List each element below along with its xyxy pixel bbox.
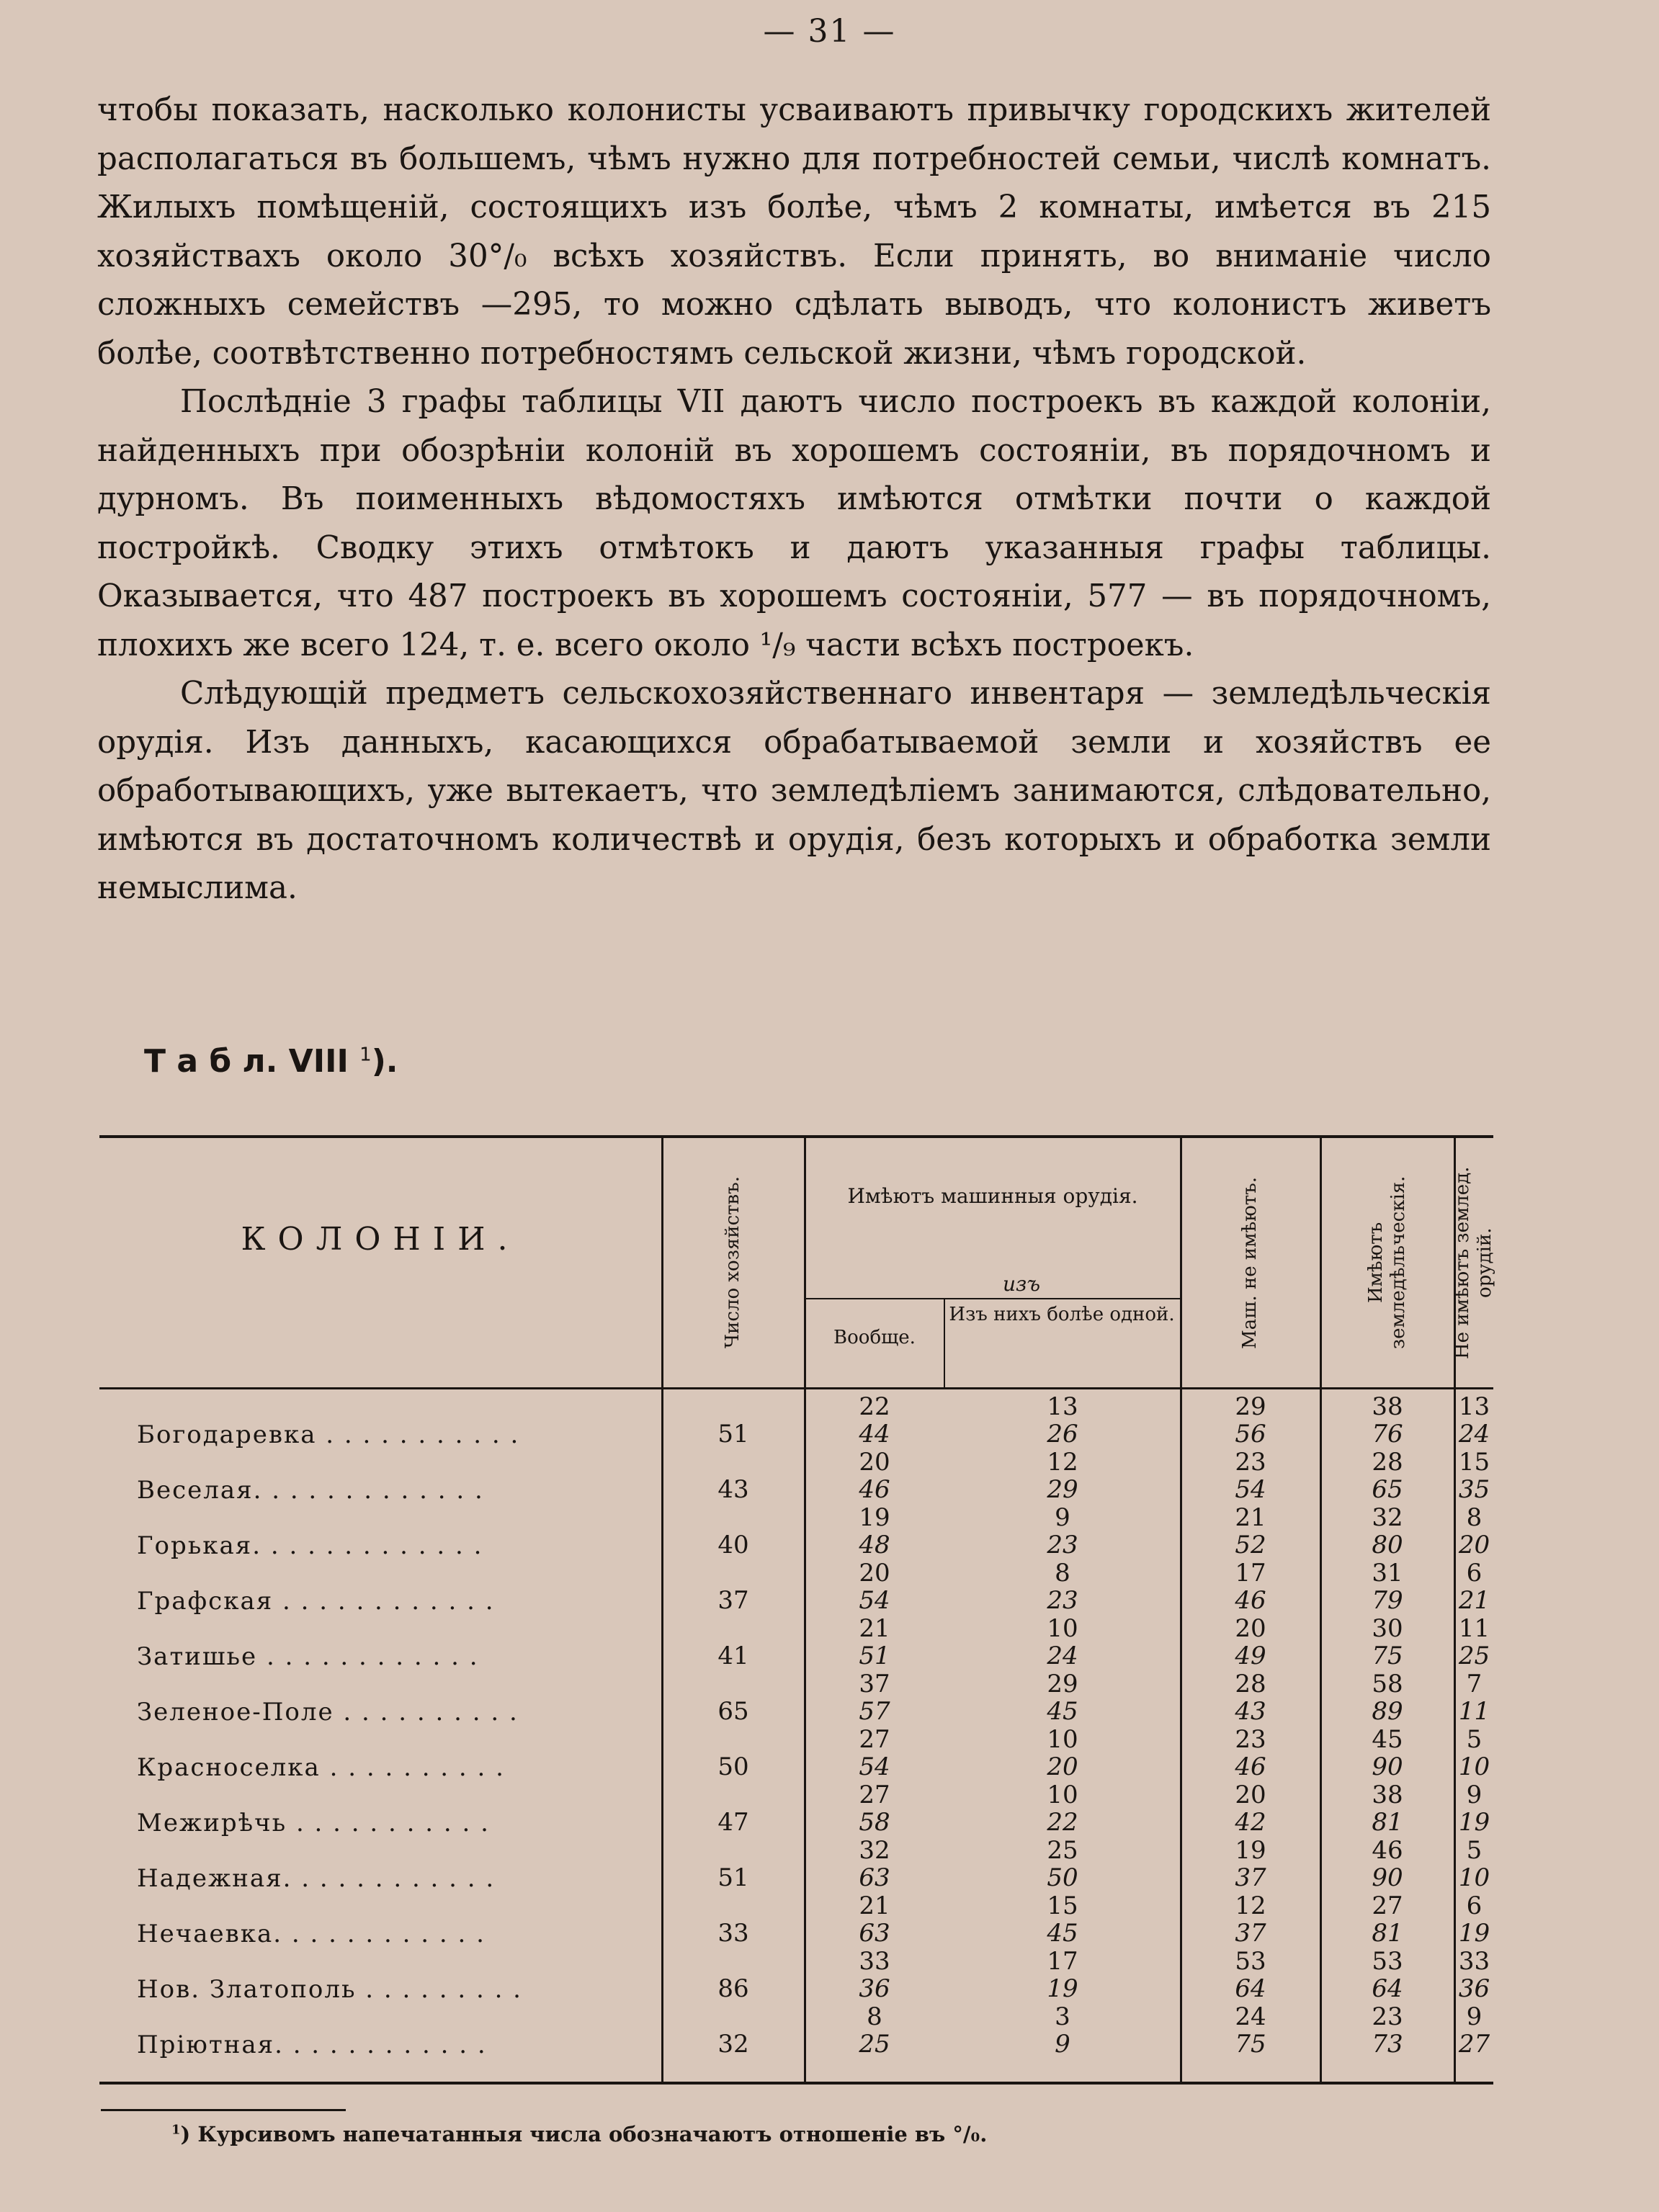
count-value: 23 [1235,1448,1266,1477]
cell-no-tools [1455,1670,1493,1725]
count-value: 5 [1466,1725,1483,1754]
header-rule [99,1387,1493,1389]
cell-tools [1321,2003,1454,2058]
count-value: 28 [1372,1448,1403,1477]
header-colonies: КОЛОНІИ. [241,1221,520,1258]
count-value: 8 [1466,1503,1483,1532]
count-value: 24 [1235,2002,1266,2031]
count-value: 12 [1047,1448,1078,1477]
percent-value: 10 [1458,1752,1490,1781]
table-row [99,1892,1493,1948]
cell-no-mach [1181,1393,1320,1448]
count-value: 21 [859,1614,890,1643]
count-value: 13 [1458,1392,1490,1421]
cell-m-multi [945,1726,1180,1781]
households-count: 33 [717,1919,749,1948]
count-value: 32 [859,1836,890,1865]
colony-name: Пріютная. . . . . . . . . . . . [137,2030,487,2059]
percent-value: 24 [1047,1642,1078,1670]
count-value: 31 [1372,1559,1403,1588]
cell-no-mach [1181,1559,1320,1614]
percent-value: 45 [1047,1697,1078,1726]
percent-value: 37 [1235,1863,1266,1892]
percent-value: 64 [1235,1974,1266,2003]
households-count: 51 [717,1863,749,1892]
percent-value: 54 [859,1586,890,1615]
table-row [99,1393,1493,1448]
households-count: 65 [717,1697,749,1726]
cell-no-tools [1455,1781,1493,1836]
count-value: 29 [1235,1392,1266,1421]
count-value: 38 [1372,1392,1403,1421]
cell-no-tools [1455,1393,1493,1448]
colony-name: Графская . . . . . . . . . . . . [137,1587,495,1616]
cell-m-total [805,1892,944,1947]
cell-no-tools [1455,1726,1493,1781]
table-row [99,1559,1493,1615]
page-number: — 31 — [763,13,896,50]
count-value: 15 [1047,1891,1078,1920]
count-value: 27 [859,1725,890,1754]
cell-m-total [805,2003,944,2058]
count-value: 10 [1047,1781,1078,1809]
cell-tools [1321,1948,1454,2002]
colony-name: Нов. Златополь . . . . . . . . . [137,1975,522,2004]
count-value: 53 [1235,1947,1266,1976]
percent-value: 25 [1458,1642,1490,1670]
count-value: 20 [859,1448,890,1477]
cell-tools [1321,1892,1454,1947]
percent-value: 20 [1047,1752,1078,1781]
percent-value: 65 [1372,1475,1403,1504]
percent-value: 25 [859,2030,890,2059]
percent-value: 90 [1372,1863,1403,1892]
households-count: 51 [717,1420,749,1448]
cell-m-multi [945,1781,1180,1836]
count-value: 27 [859,1781,890,1809]
paragraph-1: чтобы показать, насколько колонисты усваиваютъ привычку городскихъ жителей располагаться въ большемъ, чѣмъ нужно для потребностей семьи, числѣ комнатъ. Жилыхъ помѣщеній, состоящихъ изъ болѣе, чѣмъ 2 комнаты, имѣется въ 215 хозяйствахъ около 30°/₀ всѣхъ хозяйствъ. Если принять, во вниманіе число сложныхъ семействъ —295, то можно сдѣлать выводъ, что колонистъ живетъ болѣе, соотвѣтственно потребностямъ сельской жизни, чѣмъ городской. [97,92,1491,372]
cell-m-multi [945,1393,1180,1448]
cell-no-tools [1455,1837,1493,1891]
cell-no-tools [1455,1559,1493,1614]
count-value: 37 [859,1670,890,1698]
cell-tools [1321,1726,1454,1781]
percent-value: 19 [1458,1808,1490,1837]
header-no-tools: Не имѣютъ землед. орудій. [1452,1166,1495,1359]
count-value: 21 [859,1891,890,1920]
count-value: 22 [859,1392,890,1421]
table-row [99,1726,1493,1781]
count-value: 46 [1372,1836,1403,1865]
count-value: 11 [1458,1614,1490,1643]
percent-value: 73 [1372,2030,1403,2059]
cell-m-multi [945,1448,1180,1503]
count-value: 12 [1235,1891,1266,1920]
cell-no-mach [1181,1726,1320,1781]
colony-name: Нечаевка. . . . . . . . . . . . [137,1920,486,1948]
header-machines: Имѣютъ машинныя орудія. [847,1184,1138,1208]
count-value: 10 [1047,1614,1078,1643]
percent-value: 43 [1235,1697,1266,1726]
count-value: 8 [1055,1559,1070,1588]
percent-value: 29 [1047,1475,1078,1504]
count-value: 58 [1372,1670,1403,1698]
table-row [99,2003,1493,2059]
percent-value: 35 [1458,1475,1490,1504]
colony-name: Затишье . . . . . . . . . . . . [137,1642,479,1671]
count-value: 38 [1372,1781,1403,1809]
percent-value: 45 [1047,1919,1078,1948]
count-value: 32 [1372,1503,1403,1532]
cell-tools [1321,1393,1454,1448]
colony-name: Зеленое-Поле . . . . . . . . . . [137,1698,519,1727]
percent-value: 23 [1047,1531,1078,1559]
percent-value: 50 [1047,1863,1078,1892]
count-value: 33 [859,1947,890,1976]
percent-value: 80 [1372,1531,1403,1559]
header-households: Число хозяйствъ. [722,1176,743,1349]
table-row [99,1448,1493,1504]
agricultural-tools-table [99,1135,1493,2085]
table-row [99,1670,1493,1726]
colony-name: Богодаревка . . . . . . . . . . . [137,1420,520,1449]
percent-value: 26 [1047,1420,1078,1448]
table-row [99,1781,1493,1837]
percent-value: 75 [1372,1642,1403,1670]
colony-name: Горькая. . . . . . . . . . . . . [137,1531,483,1560]
cell-m-multi [945,1615,1180,1670]
table-row [99,1837,1493,1892]
cell-m-total [805,1670,944,1725]
body-text [97,86,1491,913]
count-value: 5 [1466,1836,1483,1865]
header-have-tools: Имѣютъ земледѣльческія. [1364,1176,1409,1350]
percent-value: 79 [1372,1586,1403,1615]
percent-value: 56 [1235,1420,1266,1448]
percent-value: 89 [1372,1697,1403,1726]
cell-tools [1321,1559,1454,1614]
percent-value: 27 [1458,2030,1490,2059]
header-machines-total: Вообще. [833,1327,916,1348]
table-row [99,1615,1493,1670]
count-value: 21 [1235,1503,1266,1532]
households-count: 43 [717,1475,749,1504]
count-value: 9 [1466,1781,1483,1809]
cell-no-mach [1181,1781,1320,1836]
percent-value: 36 [859,1974,890,2003]
cell-no-tools [1455,1892,1493,1947]
table-row [99,1504,1493,1559]
cell-no-tools [1455,1948,1493,2002]
table-caption [144,1043,398,1080]
count-value: 20 [859,1559,890,1588]
count-value: 20 [1235,1781,1266,1809]
percent-value: 19 [1047,1974,1078,2003]
count-value: 10 [1047,1725,1078,1754]
count-value: 23 [1372,2002,1403,2031]
percent-value: 54 [859,1752,890,1781]
count-value: 6 [1466,1559,1483,1588]
percent-value: 46 [1235,1586,1266,1615]
percent-value: 22 [1047,1808,1078,1837]
count-value: 3 [1055,2002,1070,2031]
footnote-mark: 1 [171,2122,181,2138]
count-value: 25 [1047,1836,1078,1865]
percent-value: 49 [1235,1642,1266,1670]
cell-tools [1321,1781,1454,1836]
cell-no-mach [1181,1892,1320,1947]
cell-no-mach [1181,1948,1320,2002]
colony-name: Красноселка . . . . . . . . . . [137,1753,505,1782]
cell-no-mach [1181,1504,1320,1559]
percent-value: 11 [1458,1697,1490,1726]
cell-tools [1321,1615,1454,1670]
households-count: 50 [717,1752,749,1781]
cell-m-multi [945,2003,1180,2058]
households-count: 40 [717,1531,749,1559]
percent-value: 10 [1458,1863,1490,1892]
cell-no-mach [1181,1837,1320,1891]
cell-no-mach [1181,1448,1320,1503]
cell-no-mach [1181,1670,1320,1725]
paragraph-2: Послѣдніе 3 графы таблицы VII даютъ число построекъ въ каждой колоніи, найденныхъ при обозрѣніи колоній въ хорошемъ состояніи, въ порядочномъ и дурномъ. Въ поименныхъ вѣдомостяхъ имѣются отмѣтки почти о каждой постройкѣ. Сводку этихъ отмѣтокъ и даютъ указанныя графы таблицы. Оказывается, что 487 построекъ въ хорошемъ состояніи, 577 — въ порядочномъ, плохихъ же всего 124, т. е. всего около ¹/₉ части всѣхъ построекъ. [97,384,1491,663]
cell-m-multi [945,1948,1180,2002]
percent-value: 9 [1055,2030,1070,2059]
cell-no-tools [1455,2003,1493,2058]
percent-value: 57 [859,1697,890,1726]
households-count: 37 [717,1586,749,1615]
count-value: 53 [1372,1947,1403,1976]
header-handwritten-note: изъ [1003,1272,1040,1296]
percent-value: 23 [1047,1586,1078,1615]
cell-m-total [805,1559,944,1614]
percent-value: 24 [1458,1420,1490,1448]
cell-no-tools [1455,1615,1493,1670]
percent-value: 42 [1235,1808,1266,1837]
percent-value: 19 [1458,1919,1490,1948]
percent-value: 64 [1372,1974,1403,2003]
count-value: 6 [1466,1891,1483,1920]
percent-value: 75 [1235,2030,1266,2059]
households-count: 47 [717,1808,749,1837]
footnote [171,2122,987,2146]
percent-value: 63 [859,1863,890,1892]
count-value: 8 [867,2002,882,2031]
table-caption-note: 1 [359,1044,372,1066]
percent-value: 90 [1372,1752,1403,1781]
count-value: 29 [1047,1670,1078,1698]
cell-no-tools [1455,1448,1493,1503]
percent-value: 54 [1235,1475,1266,1504]
table-caption-tail: ). [371,1043,398,1080]
count-value: 19 [1235,1836,1266,1865]
percent-value: 58 [859,1808,890,1837]
households-count: 41 [717,1642,749,1670]
count-value: 7 [1466,1670,1483,1698]
cell-m-multi [945,1504,1180,1559]
percent-value: 37 [1235,1919,1266,1948]
percent-value: 36 [1458,1974,1490,2003]
count-value: 17 [1047,1947,1078,1976]
percent-value: 46 [859,1475,890,1504]
count-value: 20 [1235,1614,1266,1643]
cell-m-total [805,1448,944,1503]
paragraph-3: Слѣдующій предметъ сельскохозяйственнаго инвентаря — земледѣльческія орудія. Изъ данныхъ, касающихся обрабатываемой земли и хозяйствъ ее обработывающихъ, уже вытекаетъ, что земледѣліемъ занимаются, слѣдовательно, имѣются въ достаточномъ количествѣ и орудія, безъ которыхъ и обработка земли немыслима. [97,676,1491,906]
cell-m-multi [945,1670,1180,1725]
cell-tools [1321,1504,1454,1559]
count-value: 23 [1235,1725,1266,1754]
cell-m-multi [945,1559,1180,1614]
cell-m-total [805,1726,944,1781]
percent-value: 48 [859,1531,890,1559]
percent-value: 76 [1372,1420,1403,1448]
count-value: 45 [1372,1725,1403,1754]
cell-m-total [805,1393,944,1448]
count-value: 15 [1458,1448,1490,1477]
percent-value: 20 [1458,1531,1490,1559]
cell-m-total [805,1781,944,1836]
percent-value: 46 [1235,1752,1266,1781]
cell-tools [1321,1448,1454,1503]
colony-name: Надежная. . . . . . . . . . . . [137,1864,496,1893]
cell-m-multi [945,1892,1180,1947]
cell-tools [1321,1670,1454,1725]
footnote-text: ) Курсивомъ напечатанныя числа обозначаютъ отношеніе въ °/₀. [180,2122,988,2146]
count-value: 9 [1466,2002,1483,2031]
count-value: 27 [1372,1891,1403,1920]
header-machines-multi: Изъ нихъ болѣе одной. [949,1304,1175,1325]
cell-m-total [805,1837,944,1891]
subheader-rule [805,1298,1180,1299]
cell-m-total [805,1504,944,1559]
households-count: 32 [717,2030,749,2059]
colony-name: Веселая. . . . . . . . . . . . . [137,1476,484,1505]
count-value: 9 [1055,1503,1070,1532]
cell-m-total [805,1948,944,2002]
header-no-machines: Маш. не имѣютъ. [1239,1176,1261,1349]
percent-value: 44 [859,1420,890,1448]
cell-no-mach [1181,1615,1320,1670]
cell-no-tools [1455,1504,1493,1559]
percent-value: 81 [1372,1808,1403,1837]
percent-value: 52 [1235,1531,1266,1559]
cell-tools [1321,1837,1454,1891]
percent-value: 51 [859,1642,890,1670]
percent-value: 21 [1458,1586,1490,1615]
footnote-rule [101,2109,346,2111]
households-count: 86 [717,1974,749,2003]
count-value: 28 [1235,1670,1266,1698]
count-value: 13 [1047,1392,1078,1421]
count-value: 17 [1235,1559,1266,1588]
table-row [99,1948,1493,2003]
count-value: 19 [859,1503,890,1532]
percent-value: 63 [859,1919,890,1948]
cell-no-mach [1181,2003,1320,2058]
count-value: 30 [1372,1614,1403,1643]
cell-m-total [805,1615,944,1670]
table-caption-title: Т а б л. VIII [144,1043,349,1080]
colony-name: Межирѣчь . . . . . . . . . . . [137,1809,490,1837]
count-value: 33 [1458,1947,1490,1976]
cell-m-multi [945,1837,1180,1891]
percent-value: 81 [1372,1919,1403,1948]
